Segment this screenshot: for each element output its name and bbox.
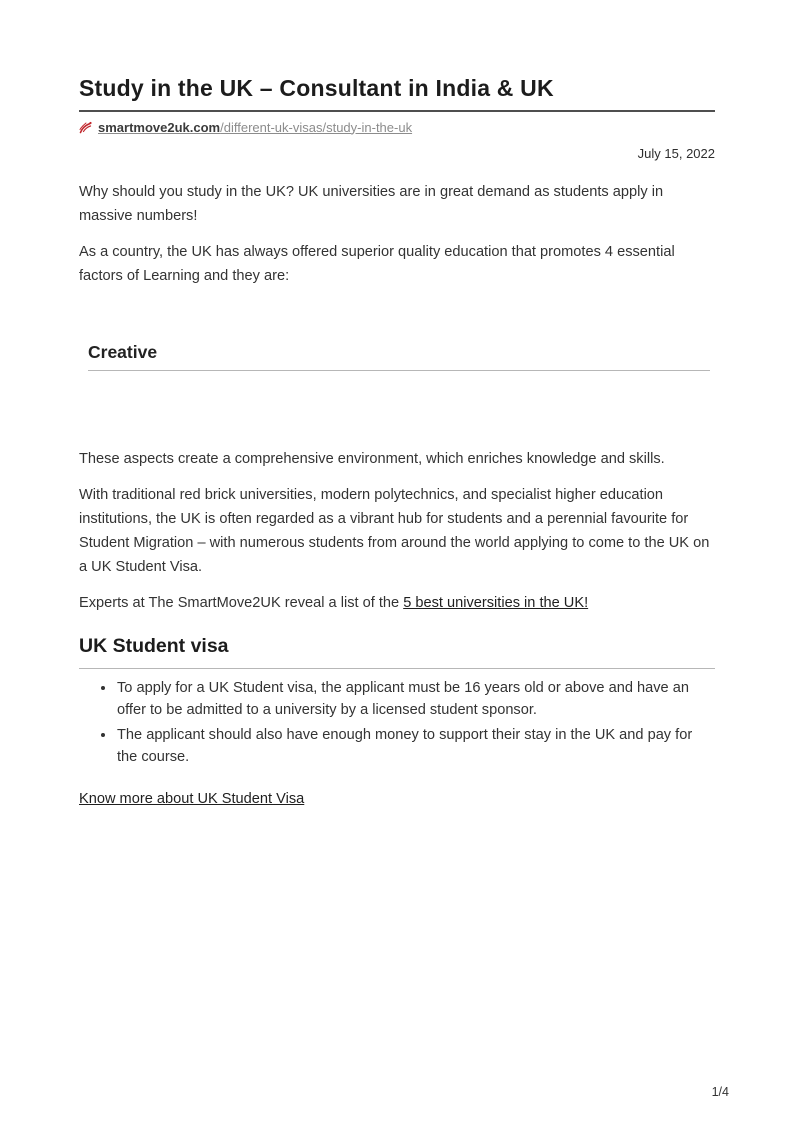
list-item: • The applicant should also have enough money to support their stay in the UK and pay for the course. bbox=[116, 724, 715, 768]
title-divider bbox=[79, 110, 715, 112]
list-item: • To apply for a UK Student visa, the applicant must be 16 years old or above and have an offer to be admitted to a university by a licensed student sponsor. bbox=[116, 677, 715, 721]
source-url-link[interactable] bbox=[98, 120, 412, 135]
best-universities-link[interactable]: 5 best universities in the UK! bbox=[403, 595, 589, 611]
article-content bbox=[79, 74, 715, 811]
source-domain: smartmove2uk.com bbox=[98, 119, 221, 135]
know-more-link[interactable]: Know more about UK Student Visa bbox=[79, 791, 305, 807]
source-path: /different-uk-visas/study-in-the-uk bbox=[220, 119, 413, 135]
intro-paragraph-1: Why should you study in the UK? UK universities are in great demand as students apply in massive numbers! bbox=[79, 184, 664, 224]
section-heading-creative: Creative bbox=[88, 342, 158, 362]
smartmove2uk-logo-icon bbox=[79, 121, 92, 134]
creative-section bbox=[88, 342, 710, 371]
article-date: July 15, 2022 bbox=[637, 146, 715, 161]
experts-paragraph bbox=[79, 591, 715, 615]
page-title: Study in the UK – Consultant in India & UK bbox=[79, 75, 554, 101]
body-paragraph-1: These aspects create a comprehensive environment, which enriches knowledge and skills. bbox=[79, 451, 665, 467]
page-number: 1/4 bbox=[711, 1085, 729, 1099]
know-more-paragraph bbox=[79, 787, 715, 811]
source-url-row bbox=[79, 119, 715, 135]
section-heading-uk-student-visa: UK Student visa bbox=[79, 635, 715, 669]
visa-requirements-list bbox=[79, 677, 715, 768]
body-paragraph-2: With traditional red brick universities, modern polytechnics, and specialist higher education institutions, the UK is often regarded as a vibrant hub for students and a perennial favourite for Student Migration – with numerous students from around the world applying to come to the UK on a UK Student Visa. bbox=[79, 487, 710, 575]
intro-paragraph-2: As a country, the UK has always offered superior quality education that promotes 4 essential factors of Learning and they are: bbox=[79, 244, 675, 284]
experts-paragraph-text: Experts at The SmartMove2UK reveal a list of the bbox=[79, 595, 404, 611]
